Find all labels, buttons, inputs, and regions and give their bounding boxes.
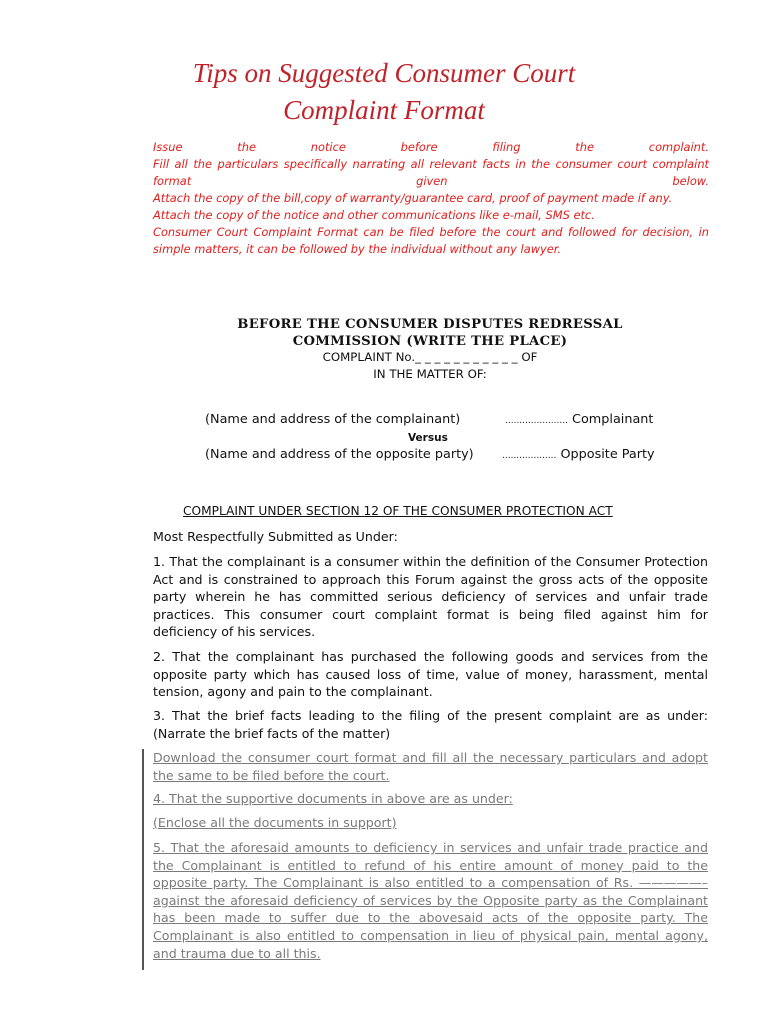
court-heading-line2: COMMISSION (WRITE THE PLACE) <box>292 334 568 349</box>
complainant-role <box>505 411 653 430</box>
paragraph-5-link[interactable] <box>153 839 708 962</box>
paragraph-2 <box>153 648 708 701</box>
paragraph-3-text: 3. That the brief facts leading to the filing of the present complaint are as under: (Narrate the brief facts of the matter) <box>153 708 708 741</box>
complaint-number: COMPLAINT No._ _ _ _ _ _ _ _ _ _ _ OF <box>322 350 538 364</box>
opposite-party-label: Opposite Party <box>560 447 655 462</box>
page-title-line1: Tips on Suggested Consumer Court <box>192 58 576 88</box>
paragraph-1 <box>153 553 708 641</box>
complainant-dots: ...................... <box>505 416 568 426</box>
opposite-party-dots: ................... <box>502 451 557 461</box>
paragraph-4-link[interactable] <box>153 790 708 808</box>
paragraph-3 <box>153 707 708 742</box>
tip-item: Attach the copy of the bill,copy of warranty/guarantee card, proof of payment made if any. <box>153 191 673 205</box>
complainant-label: Complainant <box>572 412 654 427</box>
paragraph-4-text[interactable]: 4. That the supportive documents in above are as under: <box>153 791 513 806</box>
download-link-text[interactable]: Download the consumer court format and fill all the necessary particulars and adopt the same to be filed before the court. <box>153 750 708 783</box>
page-title-line2: Complaint Format <box>283 95 485 125</box>
versus-label: Versus <box>408 432 448 444</box>
tip-item: Issue the notice before filing the complaint. <box>153 140 709 154</box>
enclose-text[interactable]: (Enclose all the documents in support) <box>153 815 397 830</box>
complainant-name: (Name and address of the complainant) <box>205 412 461 427</box>
download-link[interactable] <box>153 749 708 784</box>
in-the-matter: IN THE MATTER OF: <box>373 367 487 381</box>
tip-item: Attach the copy of the notice and other communications like e-mail, SMS etc. <box>153 208 595 222</box>
tip-item: Consumer Court Complaint Format can be filed before the court and followed for decision, in simple matters, it can be followed by the individual without any lawyer. <box>153 225 709 256</box>
quote-bar <box>142 749 144 970</box>
court-heading-line1: BEFORE THE CONSUMER DISPUTES REDRESSAL <box>237 317 623 332</box>
opposite-party-role <box>502 446 655 465</box>
paragraph-1-text: 1. That the complainant is a consumer within the definition of the Consumer Protection Act and is constrained to approach this Forum against the gross acts of the opposite party wherein he has committed serious deficiency of services and unfair trade practices. This consumer court complaint format is being filed against him for deficiency of his services. <box>153 554 708 640</box>
enclose-link[interactable] <box>153 814 708 832</box>
tip-item: Fill all the particulars specifically narrating all relevant facts in the consumer court complaint format given below. <box>153 157 709 188</box>
section-title: COMPLAINT UNDER SECTION 12 OF THE CONSUMER PROTECTION ACT <box>183 504 613 518</box>
tips-block <box>153 139 709 258</box>
paragraph-2-text: 2. That the complainant has purchased the following goods and services from the opposite party which has caused loss of time, value of money, harassment, mental tension, agony and pain to the complainant. <box>153 649 708 700</box>
intro-text: Most Respectfully Submitted as Under: <box>153 529 398 544</box>
opposite-party-name: (Name and address of the opposite party) <box>205 447 474 462</box>
paragraph-5-text[interactable]: 5. That the aforesaid amounts to deficiency in services and unfair trade practice and the Complainant is entitled to refund of his entire amount of money paid to the opposite party. The Complainant is also entitled to a compensation of Rs. —————– against the aforesaid deficiency of services by the Opposite party as the Complainant has been made to suffer due to the abovesaid acts of the opposite party. The Complainant is also entitled to compensation in lieu of physical pain, mental agony, and trauma due to all this. <box>153 840 708 961</box>
